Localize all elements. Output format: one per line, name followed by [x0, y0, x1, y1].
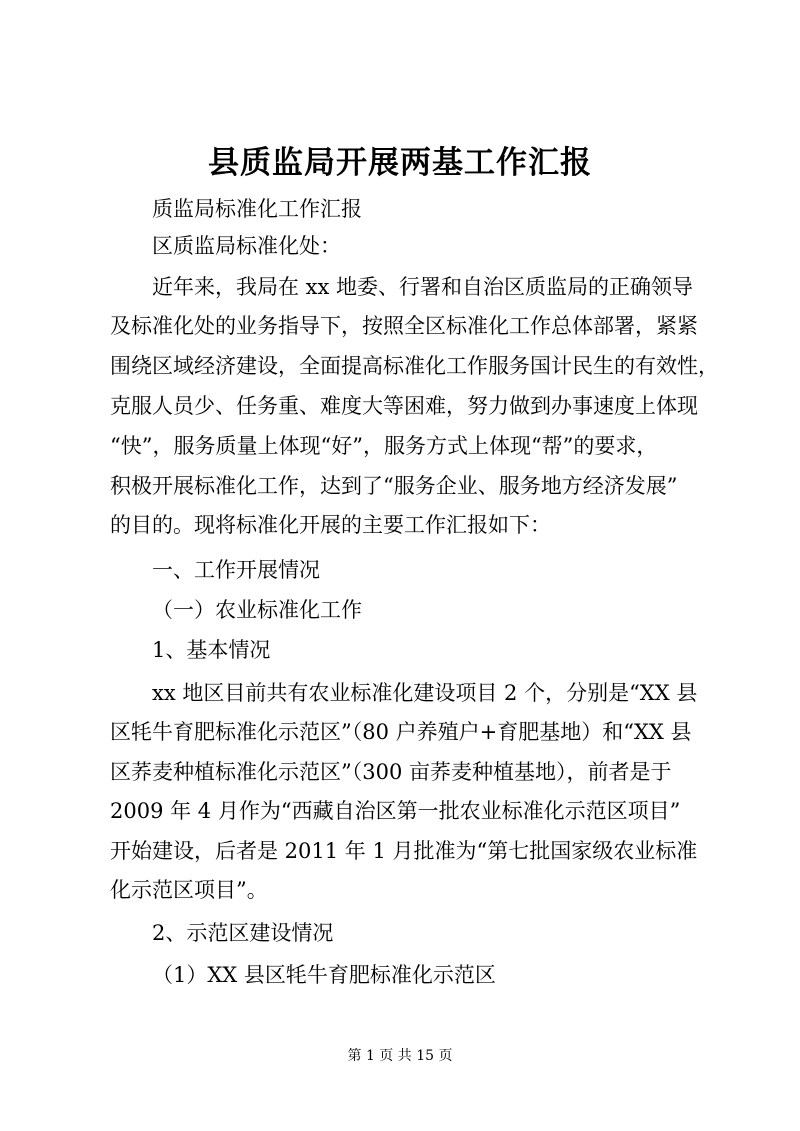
paragraph-line: xx 地区目前共有农业标准化建设项目 2 个，分别是“XX 县 — [152, 681, 698, 705]
paragraph-line: 近年来，我局在 xx 地委、行署和自治区质监局的正确领导 — [152, 275, 694, 299]
subsection-heading: 1、基本情况 — [152, 638, 271, 662]
paragraph-line: 克服人员少、任务重、难度大等困难，努力做到办事速度上体现 — [110, 394, 698, 418]
paragraph-line: 2009 年 4 月作为“西藏自治区第一批农业标准化示范区项目” — [110, 799, 681, 823]
subsection-heading: （一）农业标准化工作 — [152, 598, 362, 622]
subsection-heading: 2、示范区建设情况 — [152, 921, 334, 945]
subsection-heading: （1）XX 县区牦牛育肥标准化示范区 — [152, 963, 496, 987]
paragraph-line: 及标准化处的业务指导下，按照全区标准化工作总体部署，紧紧 — [110, 314, 698, 338]
paragraph-line: “快”，服务质量上体现“好”，服务方式上体现“帮”的要求， — [110, 434, 658, 458]
document-title: 县质监局开展两基工作汇报 — [208, 145, 592, 181]
paragraph-line: 开始建设，后者是 2011 年 1 月批准为“第七批国家级农业标准 — [110, 839, 698, 863]
paragraph-line: 的目的。现将标准化开展的主要工作汇报如下： — [110, 513, 551, 537]
paragraph-line: 区质监局标准化处： — [152, 234, 341, 258]
paragraph-line: 积极开展标准化工作，达到了“服务企业、服务地方经济发展” — [110, 474, 678, 498]
paragraph-line: 质监局标准化工作汇报 — [152, 197, 362, 221]
paragraph-line: 区荞麦种植标准化示范区”（300 亩荞麦种植基地），前者是于 — [110, 760, 672, 784]
paragraph-line: 围绕区域经济建设，全面提高标准化工作服务国计民生的有效性， — [110, 354, 719, 378]
page-footer: 第 1 页 共 15 页 — [347, 1048, 453, 1064]
paragraph-line: 化示范区项目”。 — [110, 878, 268, 902]
paragraph-line: 区牦牛育肥标准化示范区”（80 户养殖户+育肥基地）和“XX 县 — [110, 720, 692, 744]
section-heading: 一、工作开展情况 — [152, 558, 320, 582]
